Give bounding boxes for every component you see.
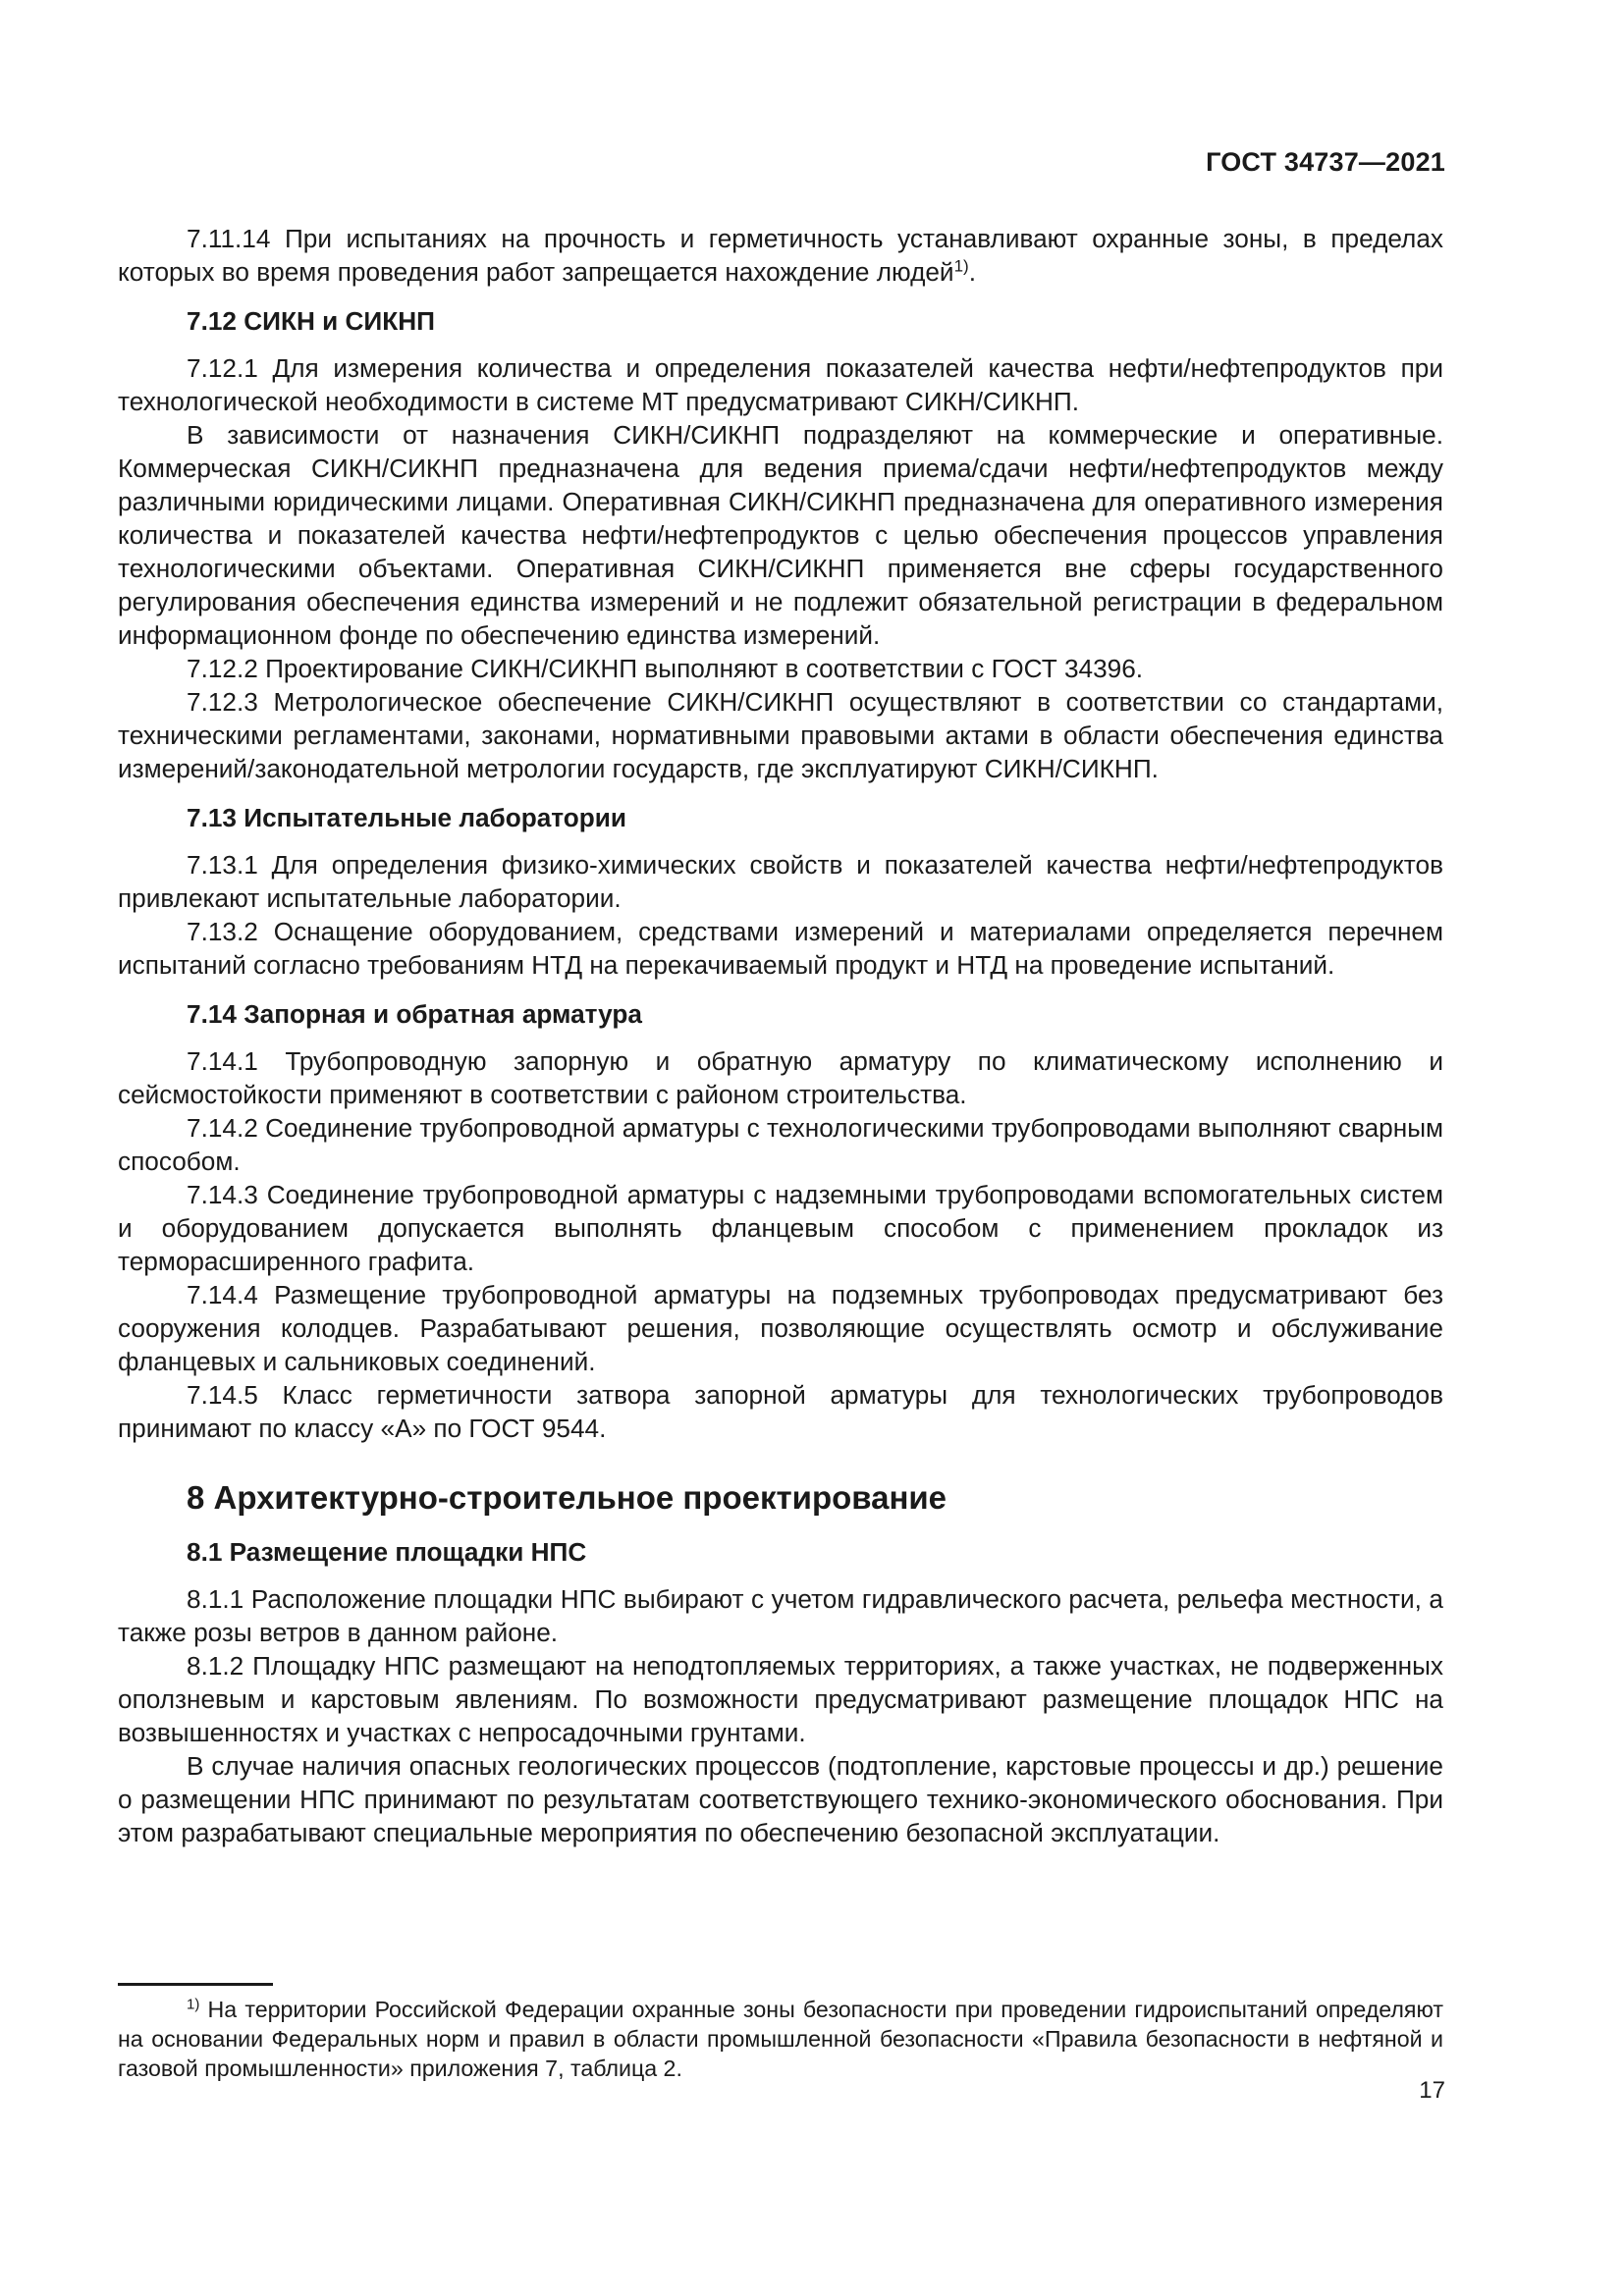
paragraph-7-11-14 (118, 222, 1443, 289)
section-heading-8-1: 8.1 Размещение площадки НПС (187, 1537, 587, 1567)
paragraph-tail: . (968, 257, 976, 287)
paragraph-7-13-2: 7.13.2 Оснащение оборудованием, средствами измерений и материалами определяется перечнем испытаний согласно требованиям НТД на перекачиваемый продукт и НТД на проведение испытаний. (118, 917, 1443, 980)
paragraph-7-14-1: 7.14.1 Трубопроводную запорную и обратную арматуру по климатическому исполнению и сейсмостойкости применяют в соответствии с районом строительства. (118, 1046, 1443, 1109)
section-heading-7-13: 7.13 Испытательные лаборатории (187, 803, 626, 832)
paragraph-8-1-2: 8.1.2 Площадку НПС размещают на неподтопляемых территориях, а также участках, не подверженных оползневым и карстовым явлениям. По возможности предусматривают размещение площадок НПС на возвышенностях и участках с непросадочными грунтами. (118, 1651, 1443, 1747)
paragraph-7-13-1: 7.13.1 Для определения физико-химических свойств и показателей качества нефти/нефтепродуктов привлекают испытательные лаборатории. (118, 850, 1443, 913)
chapter-heading-8: 8 Архитектурно-строительное проектирование (187, 1479, 947, 1516)
paragraph-8-1-2-continued: В случае наличия опасных геологических процессов (подтопление, карстовые процессы и др.) решение о размещении НПС принимают по результатам соответствующего технико-экономического обоснования. При этом разрабатывают специальные мероприятия по обеспечению безопасной эксплуатации. (118, 1751, 1443, 1847)
paragraph-7-14-4: 7.14.4 Размещение трубопроводной арматуры на подземных трубопроводах предусматривают без сооружения колодцев. Разрабатывают решения, позволяющие осуществлять осмотр и обслуживание фланцевых и сальниковых соединений. (118, 1280, 1443, 1376)
section-heading-7-14: 7.14 Запорная и обратная арматура (187, 999, 642, 1029)
footnote-reference[interactable]: 1) (953, 256, 969, 276)
footnote-separator (118, 1983, 273, 1986)
paragraph-7-12-1-continued: В зависимости от назначения СИКН/СИКНП подразделяют на коммерческие и оперативные. Коммерческая СИКН/СИКНП предназначена для ведения приема/сдачи нефти/нефтепродуктов между различными юридическими лицами. Оперативная СИКН/СИКНП предназначена для оперативного измерения количества и показателей качества нефти/нефтепродуктов с целью обеспечения процессов управления технологическими объектами. Оперативная СИКН/СИКНП применяется вне сферы государственного регулирования обеспечения единства измерений и не подлежит обязательной регистрации в федеральном информационном фонде по обеспечению единства измерений. (118, 420, 1443, 650)
footnote (118, 1995, 1443, 2083)
page-content (118, 222, 1443, 1849)
paragraph-text: 7.11.14 При испытаниях на прочность и герметичность устанавливают охранные зоны, в пределах которых во время проведения работ запрещается нахождение людей (118, 224, 1443, 287)
section-heading-7-12: 7.12 СИКН и СИКНП (187, 306, 435, 336)
paragraph-7-12-1: 7.12.1 Для измерения количества и определения показателей качества нефти/нефтепродуктов при технологической необходимости в системе МТ предусматривают СИКН/СИКНП. (118, 353, 1443, 416)
footnote-text: На территории Российской Федерации охранные зоны безопасности при проведении гидроиспытаний определяют на основании Федеральных норм и правил в области промышленной безопасности «Правила безопасности в нефтяной и газовой промышленности» приложения 7, таблица 2. (118, 1997, 1443, 2081)
document-code-header: ГОСТ 34737—2021 (1206, 147, 1445, 177)
paragraph-7-14-3: 7.14.3 Соединение трубопроводной арматуры с надземными трубопроводами вспомогательных систем и оборудованием допускается выполнять фланцевым способом с применением прокладок из терморасширенного графита. (118, 1180, 1443, 1276)
paragraph-7-12-3: 7.12.3 Метрологическое обеспечение СИКН/СИКНП осуществляют в соответствии со стандартами, техническими регламентами, законами, нормативными правовыми актами в области обеспечения единства измерений/законодательной метрологии государств, где эксплуатируют СИКН/СИКНП. (118, 687, 1443, 783)
paragraph-8-1-1: 8.1.1 Расположение площадки НПС выбирают с учетом гидравлического расчета, рельефа местности, а также розы ветров в данном районе. (118, 1584, 1443, 1647)
paragraph-7-14-5: 7.14.5 Класс герметичности затвора запорной арматуры для технологических трубопроводов принимают по классу «А» по ГОСТ 9544. (118, 1380, 1443, 1443)
footnote-mark: 1) (187, 1996, 200, 2013)
page-number: 17 (1419, 2077, 1445, 2104)
paragraph-7-14-2: 7.14.2 Соединение трубопроводной арматуры с технологическими трубопроводами выполняют сварным способом. (118, 1113, 1444, 1176)
paragraph-7-12-2: 7.12.2 Проектирование СИКН/СИКНП выполняют в соответствии с ГОСТ 34396. (187, 654, 1144, 683)
